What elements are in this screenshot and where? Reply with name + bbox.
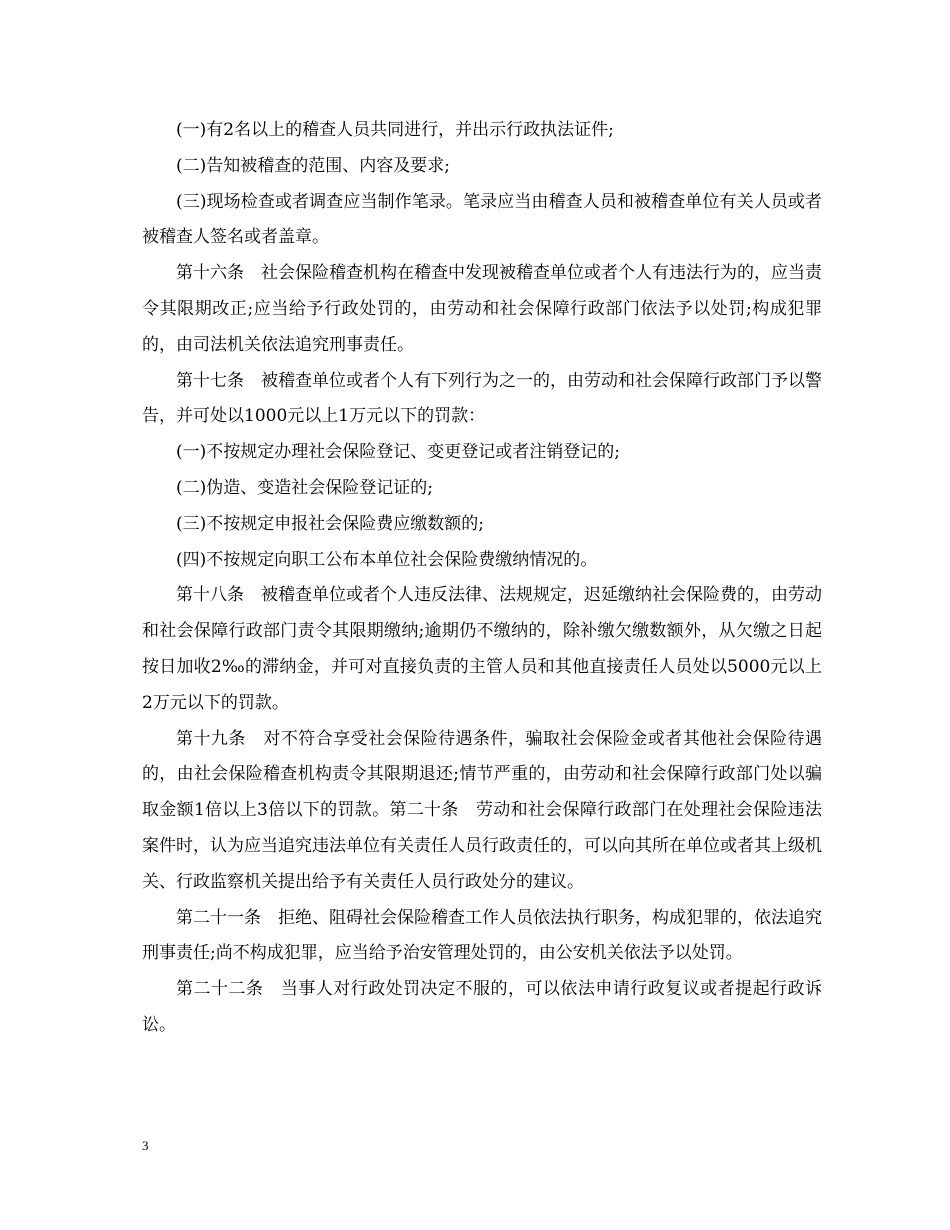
- page-number: 3: [142, 1138, 149, 1153]
- document-body: [142, 113, 822, 1044]
- paragraph: 第二十一条 拒绝、阻碍社会保险稽查工作人员依法执行职务，构成犯罪的，依法追究刑事责任;尚不构成犯罪，应当给予治安管理处罚的，由公安机关依法予以处罚。: [142, 907, 822, 964]
- paragraph: (一)有2名以上的稽查人员共同进行，并出示行政执法证件;: [176, 120, 614, 140]
- paragraph: 第二十二条 当事人对行政处罚决定不服的，可以依法申请行政复议或者提起行政诉讼。: [142, 979, 822, 1035]
- paragraph: (三)不按规定申报社会保险费应缴数额的;: [176, 513, 484, 534]
- paragraph: 第十九条 对不符合享受社会保险待遇条件，骗取社会保险金或者其他社会保险待遇的，由社会保险稽查机构责令其限期退还;情节严重的，由劳动和社会保障行政部门处以骗取金额1倍以上3倍以下的罚款。第二十条 劳动和社会保障行政部门在处理社会保险违法案件时，认为应当追究违法单位有关责任人员行政责任的，可以向其所在单位或者其上级机关、行政监察机关提出给予有关责任人员行政处分的建议。: [142, 728, 822, 892]
- paragraph: 第十七条 被稽查单位或者个人有下列行为之一的，由劳动和社会保障行政部门予以警告，并可处以1000元以上1万元以下的罚款：: [142, 370, 822, 427]
- paragraph: (一)不按规定办理社会保险登记、变更登记或者注销登记的;: [176, 442, 620, 463]
- paragraph: (二)伪造、变造社会保险登记证的;: [176, 477, 433, 498]
- paragraph: (四)不按规定向职工公布本单位社会保险费缴纳情况的。: [176, 549, 598, 570]
- paragraph: 第十六条 社会保险稽查机构在稽查中发现被稽查单位或者个人有违法行为的，应当责令其限期改正;应当给予行政处罚的，由劳动和社会保障行政部门依法予以处罚;构成犯罪的，由司法机关依法追究刑事责任。: [142, 263, 822, 355]
- paragraph: (三)现场检查或者调查应当制作笔录。笔录应当由稽查人员和被稽查单位有关人员或者被稽查人签名或者盖章。: [142, 191, 822, 248]
- paragraph: (二)告知被稽查的范围、内容及要求;: [176, 155, 450, 176]
- paragraph: 第十八条 被稽查单位或者个人违反法律、法规规定，迟延缴纳社会保险费的，由劳动和社会保障行政部门责令其限期缴纳;逾期仍不缴纳的，除补缴欠缴数额外，从欠缴之日起按日加收2‰的滞纳金，并可对直接负责的主管人员和其他直接责任人员处以5000元以上2万元以下的罚款。: [142, 585, 822, 713]
